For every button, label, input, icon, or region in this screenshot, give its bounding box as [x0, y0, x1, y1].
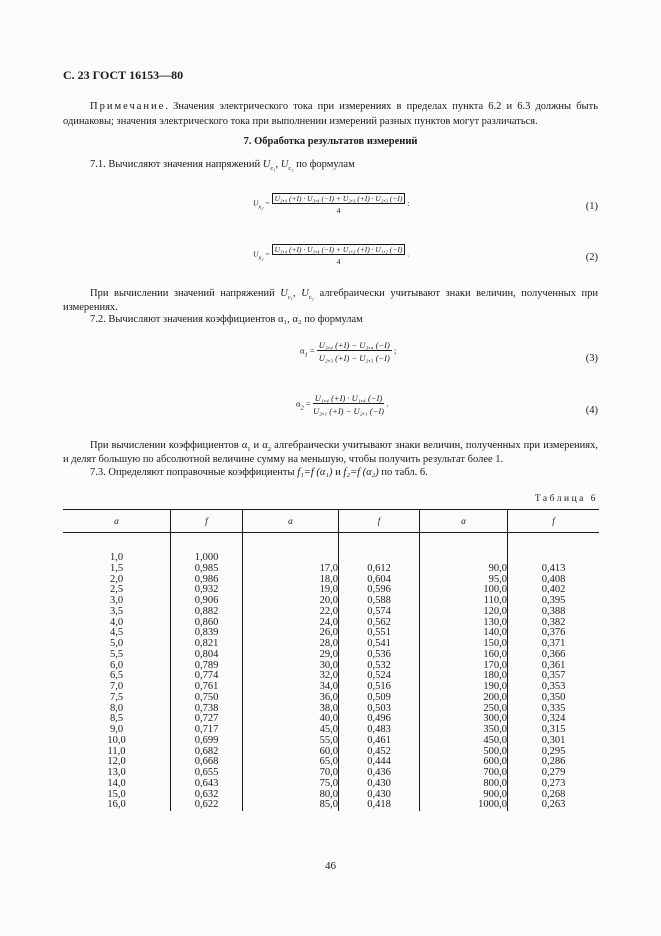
table-cell: 12,0 — [107, 756, 126, 768]
table-cell: 28,0 — [243, 639, 339, 650]
f1-eq-expr: f₁=f (α₁) — [297, 467, 333, 478]
f3-denominator: U₂,₃ (+I) − U₂,₃ (−I) — [318, 353, 390, 363]
sym-alpha2: α₂ — [292, 314, 302, 325]
table-cell: 6,0 — [109, 659, 124, 671]
table-spacer-cell — [508, 533, 600, 554]
table-cell: 350,0 — [420, 725, 508, 736]
f2-eq-expr: f₂=f (α₂) — [343, 467, 379, 478]
table-cell: 0,985 — [171, 564, 243, 575]
table-cell: 0,986 — [171, 575, 243, 586]
table-cell: 4,0 — [109, 616, 124, 628]
table-cell: 0,444 — [339, 757, 420, 768]
pcalc2-tail: алгебраически учитывают знаки величин, полученных при измерениях, и делят большую по абсолютной величине сумму на меньшую, чтобы получить результат более 1. — [63, 440, 599, 465]
sym-u: U — [301, 288, 309, 299]
table-cell: 0,604 — [339, 575, 420, 586]
f1-numerator: U₃,₄ (+I) · U₃,₄ (−I) + U₂,₃ (+I) · U₂,₃ (−I) — [272, 193, 406, 204]
p71-lead: 7.1. Вычисляют значения напряжений — [90, 159, 263, 170]
table-cell: 120,0 — [420, 607, 508, 618]
table-cell: 800,0 — [420, 779, 508, 790]
table-cell: 60,0 — [243, 747, 339, 758]
equation-number-1: (1) — [585, 201, 598, 212]
table-cell: 70,0 — [243, 768, 339, 779]
table-cell: 0,655 — [171, 768, 243, 779]
table-cell: 0,350 — [508, 693, 600, 704]
table-cell: 450,0 — [420, 736, 508, 747]
table-cell: 19,0 — [243, 585, 339, 596]
col-header-f: f — [508, 510, 600, 533]
table-cell: 1000,0 — [420, 800, 508, 811]
table-cell: 300,0 — [420, 714, 508, 725]
table-cell: 0,503 — [339, 704, 420, 715]
table-cell: 0,461 — [339, 736, 420, 747]
sym-alpha1: α₁ — [277, 314, 288, 325]
table-cell: 160,0 — [420, 650, 508, 661]
sub-c2: c₂ — [288, 165, 294, 172]
table-caption: Таблица 6 — [534, 494, 598, 504]
table-cell: 6,5 — [109, 670, 124, 682]
table-cell: 0,388 — [508, 607, 600, 618]
table-spacer-cell — [420, 533, 508, 554]
table-cell: 0,516 — [339, 682, 420, 693]
table-cell: 0,738 — [171, 704, 243, 715]
table-cell: 0,371 — [508, 639, 600, 650]
table-cell: 95,0 — [420, 575, 508, 586]
table-cell: 1,0 — [109, 552, 124, 563]
table-header-row — [63, 510, 599, 533]
table-cell: 0,699 — [171, 736, 243, 747]
note-label: Примечание — [90, 101, 166, 112]
table-cell: 80,0 — [243, 790, 339, 801]
table-cell: 0,574 — [339, 607, 420, 618]
f2-fraction — [272, 244, 406, 266]
table-cell: 0,273 — [508, 779, 600, 790]
table-spacer-cell — [243, 533, 339, 554]
table-cell: 0,483 — [339, 725, 420, 736]
table-cell: 20,0 — [243, 596, 339, 607]
table-cell: 0,524 — [339, 671, 420, 682]
table-cell: 5,0 — [109, 638, 124, 649]
table-row — [63, 736, 599, 747]
f2-end: . — [407, 249, 410, 259]
table-cell: 0,596 — [339, 585, 420, 596]
table-cell: 250,0 — [420, 704, 508, 715]
table-cell: 0,860 — [171, 618, 243, 629]
f4-numerator: U₁,₄ (+I) · U₁,₄ (−I) — [314, 393, 383, 403]
col-header-f: f — [171, 510, 243, 533]
f4-fraction — [313, 393, 384, 416]
col-header-alpha: α — [63, 510, 171, 533]
table-cell: 9,0 — [109, 724, 124, 735]
pcalc2-mid: и — [250, 440, 263, 451]
p73-lead: 7.3. Определяют поправочные коэффициенты — [90, 467, 298, 478]
paragraph-7-1 — [63, 158, 598, 172]
equation-number-3: (3) — [585, 353, 598, 364]
table-cell: 10,0 — [107, 734, 126, 746]
f4-lhs-sub: 2 — [300, 404, 304, 412]
table-cell: 0,268 — [508, 790, 600, 801]
f4-eq: = — [305, 398, 311, 409]
sym-u: U — [262, 159, 271, 170]
sym-u: U — [280, 288, 288, 299]
table-cell: 0,509 — [339, 693, 420, 704]
table-cell: 75,0 — [243, 779, 339, 790]
table-cell: 0,408 — [508, 575, 600, 586]
table-cell: 29,0 — [243, 650, 339, 661]
table-cell: 90,0 — [420, 564, 508, 575]
page-number: 46 — [325, 860, 336, 872]
table-cell: 190,0 — [420, 682, 508, 693]
pcalc1-lead: При вычислении значений напряжений — [90, 288, 281, 299]
table-cell: 7,0 — [109, 681, 124, 692]
sep: , — [287, 314, 293, 325]
table-cell: 26,0 — [243, 628, 339, 639]
p72-lead: 7.2. Вычисляют значения коэффициентов — [90, 314, 278, 325]
table-cell: 0,286 — [508, 757, 600, 768]
table-cell: 0,413 — [508, 564, 600, 575]
pcalc1-tail: алгебраически учитывают знаки величин, полученных при измерениях. — [63, 288, 599, 313]
table-cell: 17,0 — [243, 564, 339, 575]
table-cell: 0,643 — [171, 779, 243, 790]
table-cell: 0,418 — [339, 800, 420, 811]
table-cell: 0,395 — [508, 596, 600, 607]
table-cell: 0,536 — [339, 650, 420, 661]
table-cell: 0,761 — [171, 682, 243, 693]
sub-c1: c₁ — [270, 165, 276, 172]
sub-c2: c₂ — [308, 294, 314, 301]
f4-lhs: α — [296, 398, 301, 409]
equation-number-4: (4) — [585, 405, 598, 416]
paragraph-7-2 — [63, 313, 598, 327]
table-cell: 0,402 — [508, 585, 600, 596]
table-cell: 0,436 — [339, 768, 420, 779]
f3-fraction — [317, 340, 392, 363]
f3-eq: = — [309, 345, 315, 356]
f3-lhs: α — [300, 345, 305, 356]
table-cell: 0,335 — [508, 704, 600, 715]
f4-end: . — [386, 398, 389, 409]
table-row — [63, 650, 599, 661]
table-cell: 0,430 — [339, 779, 420, 790]
table-cell: 2,0 — [109, 573, 124, 585]
equation-number-2: (2) — [585, 252, 598, 263]
f2-lhs-sub: x₂ — [258, 254, 264, 262]
col-header-f: f — [339, 510, 420, 533]
table-cell: 180,0 — [420, 671, 508, 682]
sym-u: U — [280, 159, 289, 170]
table-cell: 22,0 — [243, 607, 339, 618]
table-cell: 0,382 — [508, 618, 600, 629]
table-cell: 0,301 — [508, 736, 600, 747]
paragraph-calc-coefficients — [63, 439, 598, 466]
f2-numerator: U₁,₄ (+I) · U₁,₄ (−I) + U₁,₂ (+I) · U₁,₂ (−I) — [272, 244, 406, 255]
table-cell: 8,0 — [109, 702, 124, 714]
table-cell: 0,532 — [339, 661, 420, 672]
table-cell: 0,315 — [508, 725, 600, 736]
table-cell: 0,496 — [339, 714, 420, 725]
table-spacer-row — [63, 533, 599, 554]
sub-c1: c₁ — [287, 294, 294, 301]
f1-lhs-sub: x₂ — [258, 203, 264, 211]
col-header-alpha: α — [420, 510, 508, 533]
table-cell: 14,0 — [107, 777, 126, 789]
table-cell: 0,750 — [171, 693, 243, 704]
table-cell: 0,353 — [508, 682, 600, 693]
note-text: . Значения электрического тока при измерениях в пределах пункта 6.2 и 6.3 должны быть одинаковы; значения электрического тока при выполнении измерений разных пунктов могут различаться. — [63, 101, 598, 127]
table-cell: 30,0 — [243, 661, 339, 672]
f2-eq: = — [265, 249, 270, 259]
page-header: С. 23 ГОСТ 16153—80 — [63, 68, 184, 82]
table-row — [63, 800, 599, 811]
table-cell: 38,0 — [243, 704, 339, 715]
table-cell: 0,612 — [339, 564, 420, 575]
f1-end: ; — [407, 198, 410, 208]
table-cell: 900,0 — [420, 790, 508, 801]
table-cell: 0,682 — [171, 747, 243, 758]
table-cell: 100,0 — [420, 585, 508, 596]
table-cell: 15,0 — [107, 788, 126, 800]
table-cell: 0,263 — [508, 800, 600, 811]
table-cell: 0,821 — [171, 639, 243, 650]
table-cell: 500,0 — [420, 747, 508, 758]
table-cell: 3,5 — [109, 605, 124, 617]
f3-end: ; — [393, 345, 397, 356]
table-cell: 65,0 — [243, 757, 339, 768]
table-cell: 1,000 — [171, 553, 243, 564]
table-cell: 24,0 — [243, 618, 339, 629]
table-cell: 600,0 — [420, 757, 508, 768]
table-cell: 40,0 — [243, 714, 339, 725]
table-cell: 110,0 — [420, 596, 508, 607]
table-cell: 11,0 — [107, 745, 126, 757]
f1-eq: = — [265, 198, 270, 208]
table-cell: 8,5 — [109, 713, 124, 725]
p71-tail: по формулам — [293, 159, 355, 170]
table-cell: 4,5 — [109, 627, 124, 639]
table-cell: 18,0 — [243, 575, 339, 586]
f1-denominator: 4 — [336, 206, 341, 215]
table-cell: 0,430 — [339, 790, 420, 801]
table-cell: 0,882 — [171, 607, 243, 618]
table-cell: 0,562 — [339, 618, 420, 629]
table-cell: 34,0 — [243, 682, 339, 693]
p73-and: и — [332, 467, 344, 478]
table-cell: 170,0 — [420, 661, 508, 672]
sep: , — [275, 159, 281, 170]
sep: , — [293, 288, 302, 299]
sub-1: 1 — [247, 446, 251, 453]
table-cell: 0,376 — [508, 628, 600, 639]
table-cell: 13,0 — [107, 767, 126, 778]
table-cell: 32,0 — [243, 671, 339, 682]
table-cell: 0,541 — [339, 639, 420, 650]
correction-coefficient-table — [63, 509, 599, 811]
f3-lhs-sub: 1 — [304, 351, 308, 359]
table-cell: 700,0 — [420, 768, 508, 779]
f4-denominator: U₂,₁ (+I) − U₂,₁ (−I) — [312, 406, 384, 416]
table-cell: 36,0 — [243, 693, 339, 704]
table-cell: 0,632 — [171, 790, 243, 801]
formula-1 — [253, 193, 409, 215]
table-cell: 0,588 — [339, 596, 420, 607]
table-row — [63, 564, 599, 575]
table-cell: 0,717 — [171, 725, 243, 736]
table-cell: 55,0 — [243, 736, 339, 747]
table-cell: 0,622 — [171, 800, 243, 811]
table-spacer-cell — [63, 533, 171, 554]
f3-numerator: U₃,₄ (+I) − U₃,₄ (−I) — [318, 340, 390, 350]
table-cell: 0,551 — [339, 628, 420, 639]
table-cell: 0,727 — [171, 714, 243, 725]
pcalc2-lead: При вычислении коэффициентов — [90, 440, 242, 451]
sym-alpha: α — [262, 440, 268, 451]
formula-3 — [300, 340, 396, 363]
table-cell: 0,789 — [171, 661, 243, 672]
table-cell: 0,774 — [171, 671, 243, 682]
p73-tail: по табл. 6. — [378, 467, 428, 478]
table-row — [63, 779, 599, 790]
sub-2: 2 — [267, 446, 272, 453]
f1-lhs: U — [253, 198, 259, 208]
table-cell: 2,5 — [109, 584, 124, 596]
table-cell: 0,295 — [508, 747, 600, 758]
table-cell: 0,324 — [508, 714, 600, 725]
table-cell: 0,366 — [508, 650, 600, 661]
table-cell: 140,0 — [420, 628, 508, 639]
table-cell: 200,0 — [420, 693, 508, 704]
table-cell: 0,452 — [339, 747, 420, 758]
table-cell: 45,0 — [243, 725, 339, 736]
f2-lhs: U — [253, 249, 259, 259]
table-spacer-cell — [339, 533, 420, 554]
table-cell: 0,361 — [508, 661, 600, 672]
formula-2 — [253, 244, 409, 266]
table-cell: 130,0 — [420, 618, 508, 629]
paragraph-7-3 — [63, 466, 598, 480]
table-cell: 0,668 — [171, 757, 243, 768]
f2-denominator: 4 — [336, 257, 341, 266]
table-cell: 16,0 — [107, 799, 126, 811]
p72-tail: по формулам — [301, 314, 363, 325]
table-cell: 3,0 — [109, 595, 124, 606]
table-cell: 0,804 — [171, 650, 243, 661]
table-cell: 85,0 — [243, 800, 339, 811]
table-cell: 0,906 — [171, 596, 243, 607]
table-cell: 0,932 — [171, 585, 243, 596]
sym-alpha: α — [241, 440, 248, 451]
table-cell: 0,839 — [171, 628, 243, 639]
table-cell: 0,279 — [508, 768, 600, 779]
table-row — [63, 607, 599, 618]
section-title: 7. Обработка результатов измерений — [243, 136, 418, 147]
table-cell: 1,5 — [109, 562, 124, 574]
formula-4 — [296, 393, 388, 416]
table-cell: 0,357 — [508, 671, 600, 682]
table-cell: 150,0 — [420, 639, 508, 650]
col-header-alpha: α — [243, 510, 339, 533]
table-cell: 5,5 — [109, 648, 124, 660]
note-paragraph — [63, 99, 598, 129]
paragraph-calc-voltages — [63, 287, 598, 314]
table-cell: 7,5 — [109, 691, 124, 703]
table-spacer-cell — [171, 533, 243, 554]
f1-fraction — [272, 193, 406, 215]
table-row — [63, 693, 599, 704]
